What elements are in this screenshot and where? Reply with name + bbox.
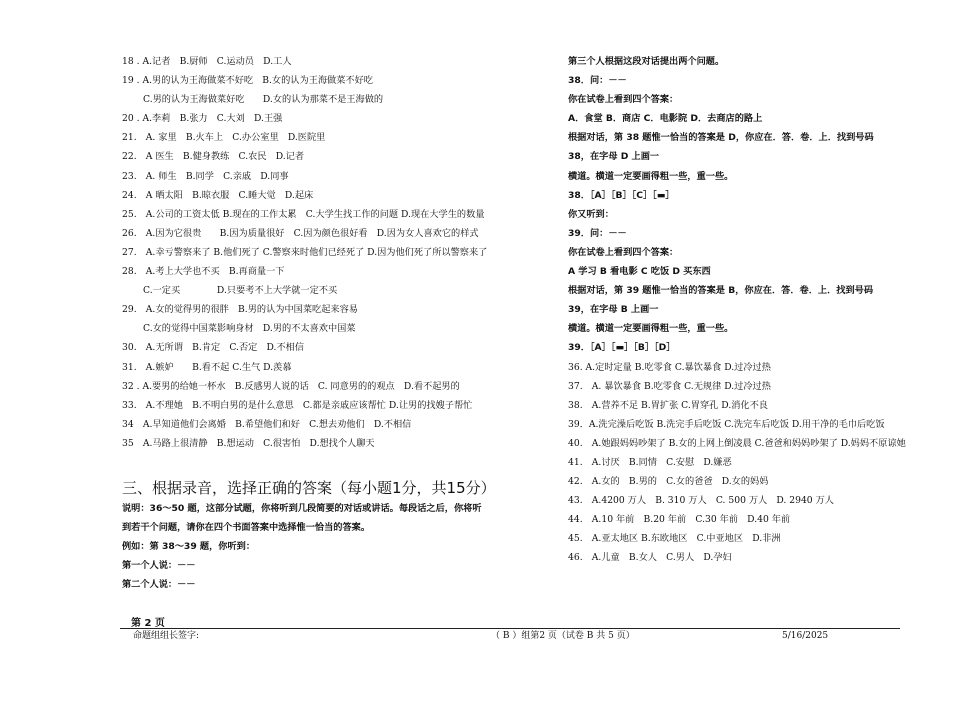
- question-27: 27. A.幸亏警察来了 B.他们死了 C.警察来时他们已经死了 D.因为他们死了所以警察来了: [122, 246, 488, 258]
- question-29-cont: C.女的觉得中国菜影响身材 D.男的不太喜欢中国菜: [143, 323, 356, 335]
- question-23: 23. A. 师生 B.同学 C.亲戚 D.同事: [122, 170, 289, 182]
- example-hear-again: 你又听到：: [568, 208, 614, 220]
- speaker-2-line: 第二个人说：－－: [122, 579, 196, 591]
- question-21: 21. A. 家里 B.火车上 C.办公室里 D.医院里: [122, 132, 326, 144]
- question-25: 25. A.公司的工资太低 B.现在的工作太累 C.大学生找工作的问题 D.现在大学生的数量: [122, 208, 485, 220]
- question-45: 45. A.亚太地区 B.东欧地区 C.中亚地区 D.非洲: [568, 533, 781, 545]
- footer-signature-label: 命题组组长签字:: [133, 631, 200, 641]
- right-column: [568, 52, 908, 568]
- example-explain-39-cont: 39，在字母 B 上画一: [568, 304, 659, 316]
- page-label: 第 2 页: [131, 618, 165, 629]
- question-31: 31. A.嫉妒 B.看不起 C.生气 D.羡慕: [122, 361, 292, 373]
- question-22: 22. A 医生 B.健身教练 C.农民 D.记者: [122, 151, 305, 163]
- question-40: 40. A.她跟妈妈吵架了 B.女的上网上倒凌晨 C.爸爸和妈妈吵架了 D.妈妈不原谅她: [568, 437, 906, 449]
- question-19-cont: C.男的认为王海做菜好吃 D.女的认为那菜不是王海做的: [143, 94, 384, 106]
- left-column: [122, 52, 552, 594]
- example-explain-38-cont: 38，在字母 D 上画一: [568, 151, 660, 163]
- footer-date: 5/16/2025: [782, 631, 829, 641]
- footer-page-info: （ B ）组第2 页（试卷 B 共 5 页）: [491, 631, 635, 641]
- question-26: 26. A.因为它很贵 B.因为质量很好 C.因为颜色很好看 D.因为女人喜欢它的样式: [122, 227, 479, 239]
- example-answer-38: 38．［A］［B］［C］［▬］: [568, 189, 675, 201]
- example-see-answers-2: 你在试卷上看到四个答案：: [568, 246, 679, 258]
- example-line: 例如：第 38～39 题，你听到：: [122, 541, 256, 553]
- question-37: 37. A. 暴饮暴食 B.吃零食 C.无规律 D.过冷过热: [568, 380, 771, 392]
- question-18: 18 . A.记者 B.厨师 C.运动员 D.工人: [122, 56, 292, 67]
- question-32: 32 . A.要男的给她一杯水 B.反感男人说的话 C. 同意男的的观点 D.看不起男的: [122, 380, 460, 392]
- example-line-note-2: 横道。横道一定要画得粗一些，重一些。: [568, 323, 734, 335]
- example-line-note-1: 横道。横道一定要画得粗一些，重一些。: [568, 170, 734, 182]
- question-44: 44. A.10 年前 B.20 年前 C.30 年前 D.40 年前: [568, 514, 791, 526]
- example-q38: 38．问：－－: [568, 75, 627, 87]
- example-q39: 39．问：－－: [568, 227, 627, 239]
- question-35: 35 A.马路上很清静 B.想运动 C.很害怕 D.想找个人聊天: [122, 437, 375, 449]
- question-24: 24. A 晒太阳 B.晾衣服 C.睡大觉 D.起床: [122, 189, 314, 201]
- example-explain-39: 根据对话，第 39 题惟一恰当的答案是 B，你应在．答．卷．上．找到号码: [568, 285, 874, 297]
- example-options-38: A．食堂 B．商店 C．电影院 D．去商店的路上: [568, 113, 763, 125]
- instructions-line-1: 说明：36～50 题，这部分试题，你将听到几段简要的对话或讲话。每段话之后，你将听: [122, 502, 482, 514]
- question-34: 34 A.早知道他们会离婚 B.希望他们和好 C.想去劝他们 D.不相信: [122, 418, 412, 430]
- question-38: 38. A.营养不足 B.胃扩张 C.胃穿孔 D.消化不良: [568, 399, 768, 411]
- question-41: 41. A.讨厌 B.同情 C.安慰 D.嫌恶: [568, 456, 732, 468]
- question-42: 42. A.女的 B.男的 C.女的爸爸 D.女的妈妈: [568, 476, 769, 488]
- example-answer-39: 39．［A］［▬］［B］［D］: [568, 342, 676, 354]
- question-20: 20 . A.李莉 B.张力 C.大刘 D.王强: [122, 113, 283, 125]
- example-intro: 第三个人根据这段对话提出两个问题。: [568, 56, 725, 67]
- page-footer: [133, 629, 833, 643]
- example-see-answers-1: 你在试卷上看到四个答案：: [568, 94, 679, 106]
- question-46: 46. A.儿童 B.女人 C.男人 D.孕妇: [568, 552, 732, 564]
- section-title: 三、根据录音，选择正确的答案（每小题1分，共15分）: [122, 478, 496, 497]
- question-36: 36. A.定时定量 B.吃零食 C.暴饮暴食 D.过冷过热: [568, 361, 771, 373]
- question-28: 28. A.考上大学也不买 B.再商量一下: [122, 266, 285, 278]
- question-33: 33. A.不理她 B.不明白男的是什么意思 C.都是亲戚应该帮忙 D.让男的找嫂子帮忙: [122, 399, 473, 411]
- speaker-1-line: 第一个人说：－－: [122, 560, 196, 572]
- question-19: 19 . A.男的认为王海做菜不好吃 B.女的认为王海做菜不好吃: [122, 75, 373, 87]
- question-30: 30. A.无所谓 B.肯定 C.否定 D.不相信: [122, 342, 305, 354]
- example-explain-38: 根据对话，第 38 题惟一恰当的答案是 D，你应在．答．卷．上．找到号码: [568, 132, 874, 144]
- question-29: 29. A.女的觉得男的很胖 B.男的认为中国菜吃起来容易: [122, 304, 358, 316]
- instructions-line-2: 到若干个问题，请你在四个书面答案中选择惟一恰当的答案。: [122, 522, 371, 534]
- question-28-cont: C.一定买 D.只要考不上大学就一定不买: [143, 285, 338, 297]
- example-options-39: A 学习 B 看电影 C 吃饭 D 买东西: [568, 266, 711, 278]
- question-39: 39．A.洗完澡后吃饭 B.洗完手后吃饭 C.洗完车后吃饭 D.用干净的毛巾后吃饭: [568, 418, 885, 430]
- question-43: 43. A.4200 万人 B. 310 万人 C. 500 万人 D. 2940 万人: [568, 495, 834, 507]
